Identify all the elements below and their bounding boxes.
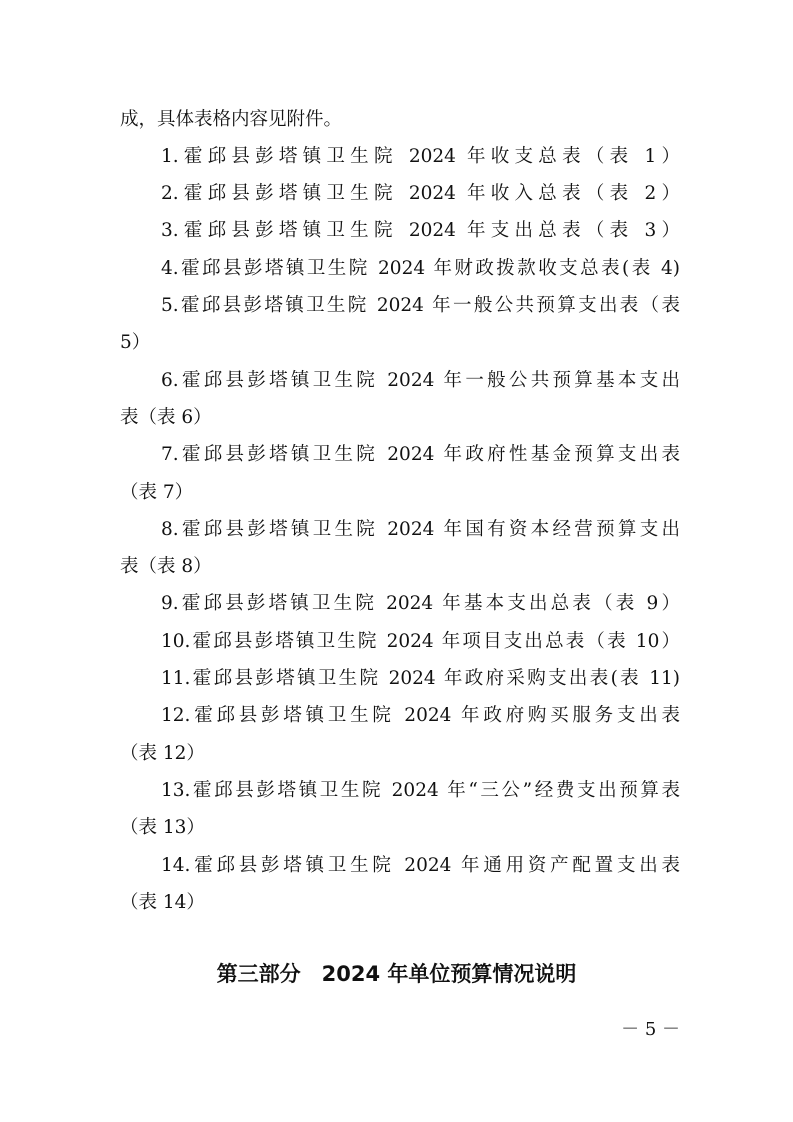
list-item-11: 11.霍邱县彭塔镇卫生院 2024 年政府采购支出表(表 11) [161, 668, 680, 689]
list-item-1: 1.霍邱县彭塔镇卫生院 2024 年收支总表（表 1） [161, 146, 680, 167]
list-item-14: 14.霍邱县彭塔镇卫生院 2024 年通用资产配置支出表 [161, 855, 680, 876]
list-item-8-cont: 表（表 8） [120, 556, 212, 577]
list-item-5-cont: 5） [120, 332, 151, 353]
list-item-9: 9.霍邱县彭塔镇卫生院 2024 年基本支出总表（表 9） [161, 593, 680, 614]
list-item-12-cont: （表 12） [120, 743, 205, 764]
list-item-6-cont: 表（表 6） [120, 407, 212, 428]
list-item-6: 6.霍邱县彭塔镇卫生院 2024 年一般公共预算基本支出 [161, 370, 680, 391]
page-number: － 5 － [621, 1019, 680, 1040]
list-item-13-cont: （表 13） [120, 817, 205, 838]
list-item-13: 13.霍邱县彭塔镇卫生院 2024 年“三公”经费支出预算表 [161, 780, 680, 801]
list-item-7-cont: （表 7） [120, 482, 194, 503]
list-item-2: 2.霍邱县彭塔镇卫生院 2024 年收入总表（表 2） [161, 183, 680, 204]
list-item-8: 8.霍邱县彭塔镇卫生院 2024 年国有资本经营预算支出 [161, 519, 680, 540]
list-item-4: 4.霍邱县彭塔镇卫生院 2024 年财政拨款收支总表(表 4) [161, 258, 680, 279]
list-item-12: 12.霍邱县彭塔镇卫生院 2024 年政府购买服务支出表 [161, 705, 680, 726]
list-item-14-cont: （表 14） [120, 892, 205, 913]
list-item-10: 10.霍邱县彭塔镇卫生院 2024 年项目支出总表（表 10） [161, 631, 680, 652]
intro-line: 成，具体表格内容见附件。 [120, 109, 343, 130]
list-item-7: 7.霍邱县彭塔镇卫生院 2024 年政府性基金预算支出表 [161, 444, 680, 465]
list-item-3: 3.霍邱县彭塔镇卫生院 2024 年支出总表（表 3） [161, 220, 680, 241]
section-heading: 第三部分 2024 年单位预算情况说明 [216, 962, 577, 986]
list-item-5: 5.霍邱县彭塔镇卫生院 2024 年一般公共预算支出表（表 [161, 295, 680, 316]
